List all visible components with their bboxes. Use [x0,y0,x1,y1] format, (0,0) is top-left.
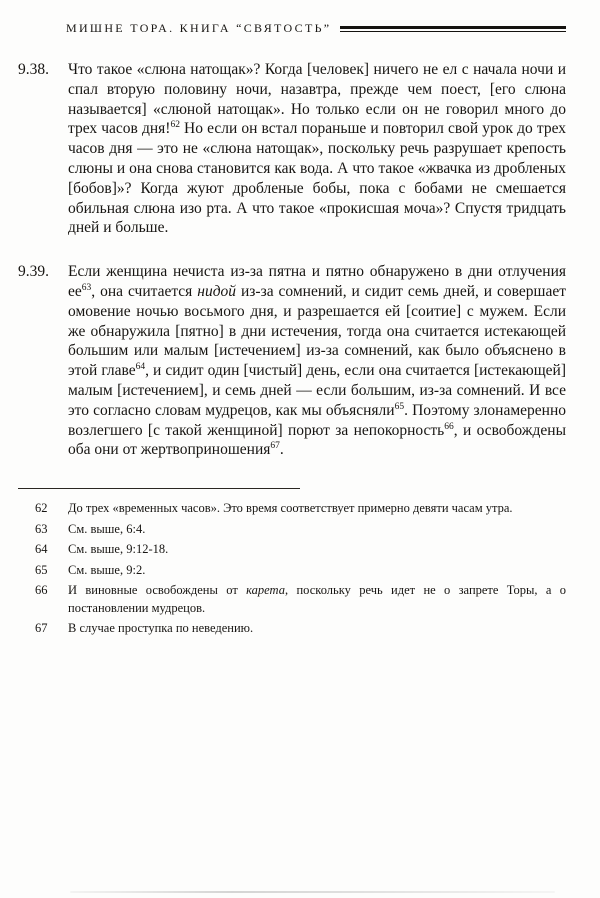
footnote-item [18,582,566,617]
running-header [66,21,566,36]
footnote-reference: 65 [394,401,405,412]
page-bottom-edge-artifact [70,891,555,893]
footnotes-section [18,500,566,638]
footnote-number: 65 [35,562,48,577]
footnote-reference: 66 [444,421,454,432]
footnote-reference: 62 [170,120,180,131]
paragraph-text: Что такое «слюна натощак»? Когда [человек] ничего не ел с начала ночи и спал вторую половину ночи, назавтра, прежде чем поест, [его слюна называется] «слюной натощак». Но только если он не говорил много до трех часов дня!$^{62}$ Но если он встал пораньше и повторил свой урок до трех часов дня — это не «слюна натощак», поскольку речь разрушает крепость слюны и она снова становится как вода. А что такое «жвачка из дробленых [бобов]»? Когда жуют дробленые бобы, пока с бобами не смешается обильная слюна изо рта. А что такое «прокисшая моча»? Спустя тридцать дней и больше. [68,61,567,237]
footnote-reference: 64 [135,362,146,372]
footnote-text: См. выше, 9:2. [68,562,146,577]
footnote-reference: 63 [81,282,92,293]
running-header-title: МИШНЕ ТОРА. КНИГА “СВЯТОСТЬ” [66,21,332,35]
footnote-number: 62 [35,501,48,516]
footnote-number: 64 [35,542,48,557]
paragraph-text: Если женщина нечиста из-за пятна и пятно обнаружено в дни отлучения $ее^{63}$, она считается нидой из-за сомнений, и сидит семь дней, и совершает омовение ночью восьмого дня, и разрешается ей [соитие] с мужем. Если же обнаружила [пятно] в дни истечения, тогда она считается истекающей большим или малым [истечением] из-за сомнений, как было объяснено в этой главе$^{64}$, и сидит один [чистый] день, если она считается [истекающей] малым [истечением], и семь дней — если большим, из-за сомнений. И все это согласно словам мудрецов, как мы объясняли$^{65}$. Поэтому злонамеренно возлегшего [с такой женщиной] порют за непокорность$^{66}$, и освобождены оба они от жертвоприношения$^{67}$. [68,263,567,459]
paragraph-number: 9.38. [18,61,49,78]
footnote-number: 66 [35,583,48,598]
footnote-item [18,562,566,580]
paragraph [18,262,566,460]
footnote-item [18,521,566,539]
footnote-text: См. выше, 9:12-18. [68,542,169,557]
footnote-text: И виновные освобождены от карета, поскольку речь идет не о запрете Торы, а о постановлении мудрецов. [68,583,566,615]
footnote-text: До трех «временных часов». Это время соответствует примерно девяти часам утра. [68,501,513,516]
footnote-separator-rule [18,488,300,489]
footnote-item [18,500,566,518]
paragraph [18,60,566,238]
footnote-number: 67 [35,621,48,636]
footnote-text: В случае проступка по неведению. [68,621,254,636]
footnote-item [18,620,566,638]
footnote-text: См. выше, 6:4. [68,521,146,536]
paragraph-number: 9.39. [18,263,49,281]
footnote-item [18,541,566,559]
header-double-rule [340,26,566,32]
footnote-number: 63 [35,521,48,536]
footnote-reference: 67 [270,441,280,452]
